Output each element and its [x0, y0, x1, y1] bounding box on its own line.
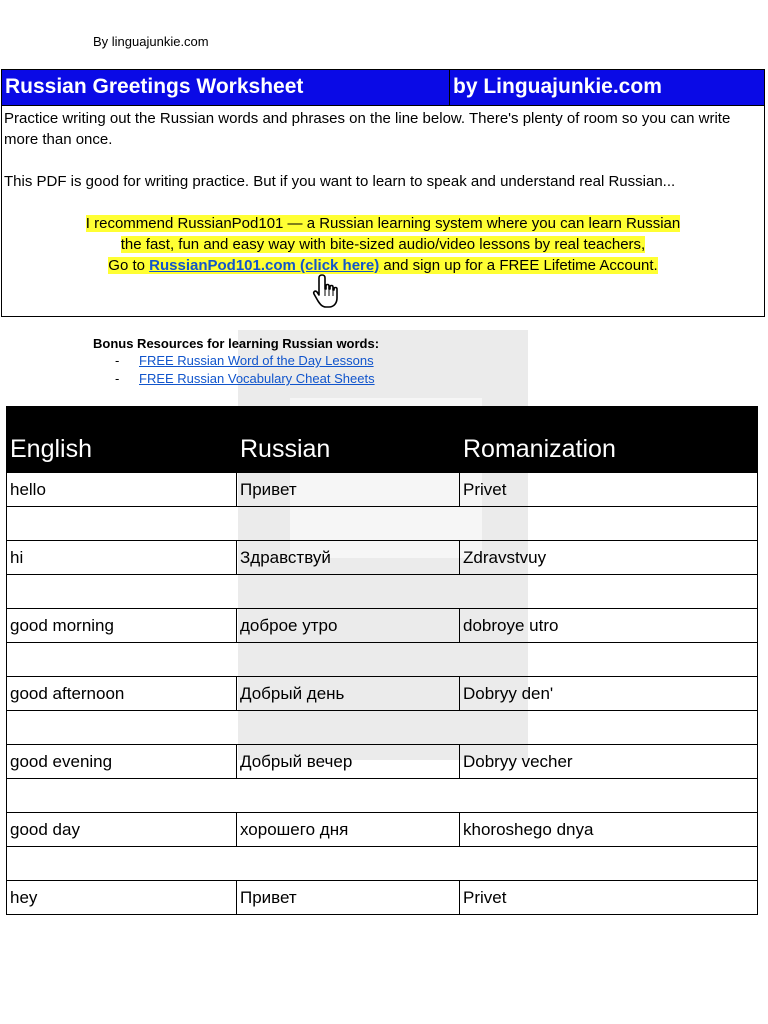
- hand-pointer-icon: [310, 272, 348, 310]
- romanization-cell: Privet: [460, 881, 758, 915]
- russian-cell: Привет: [237, 881, 460, 915]
- russian-cell: Привет: [237, 473, 460, 507]
- russian-cell: хорошего дня: [237, 813, 460, 847]
- table-row: [7, 541, 758, 575]
- page-byline: By linguajunkie.com: [93, 34, 209, 49]
- banner-body: [2, 106, 764, 276]
- bonus-link-list: [93, 352, 379, 388]
- english-cell: good morning: [7, 609, 237, 643]
- banner-header: [2, 70, 764, 106]
- list-item: - FREE Russian Word of the Day Lessons: [115, 353, 374, 368]
- table-header-row: [7, 407, 758, 473]
- table-row: [7, 677, 758, 711]
- vocabulary-cheat-sheets-link[interactable]: FREE Russian Vocabulary Cheat Sheets: [139, 371, 375, 386]
- bonus-resources: [93, 336, 379, 388]
- pdf-note-paragraph: This PDF is good for writing practice. But if you want to learn to speak and understand real Russian...: [4, 173, 676, 190]
- romanization-cell: Zdravstvuy: [460, 541, 758, 575]
- romanization-cell: Privet: [460, 473, 758, 507]
- english-cell: hi: [7, 541, 237, 575]
- english-cell: hey: [7, 881, 237, 915]
- recommendation-line-1: I recommend RussianPod101 — a Russian learning system where you can learn Russian: [85, 215, 681, 232]
- bonus-title: Bonus Resources for learning Russian words:: [93, 336, 380, 351]
- romanization-cell: dobroye utro: [460, 609, 758, 643]
- writing-line[interactable]: [7, 643, 758, 677]
- column-header-english: English: [7, 407, 237, 473]
- writing-line[interactable]: [7, 779, 758, 813]
- writing-line[interactable]: [7, 575, 758, 609]
- english-cell: hello: [7, 473, 237, 507]
- romanization-cell: khoroshego dnya: [460, 813, 758, 847]
- worksheet-author: by Linguajunkie.com: [453, 75, 662, 98]
- intro-banner: [1, 69, 765, 317]
- word-of-the-day-link[interactable]: FREE Russian Word of the Day Lessons: [139, 353, 374, 368]
- writing-line[interactable]: [7, 847, 758, 881]
- writing-line[interactable]: [7, 507, 758, 541]
- romanization-cell: Dobryy vecher: [460, 745, 758, 779]
- worksheet-title: Russian Greetings Worksheet: [2, 70, 450, 105]
- table-row: [7, 473, 758, 507]
- romanization-cell: Dobryy den': [460, 677, 758, 711]
- recommendation-line-3: Go to RussianPod101.com (click here) and sign up for a FREE Lifetime Account.: [108, 257, 658, 274]
- russian-cell: Добрый вечер: [237, 745, 460, 779]
- intro-paragraph: Practice writing out the Russian words and phrases on the line below. There's plenty of room so you can write more than once.: [4, 110, 731, 148]
- russianpod101-link[interactable]: RussianPod101.com (click here): [149, 257, 380, 274]
- english-cell: good day: [7, 813, 237, 847]
- column-header-russian: Russian: [237, 407, 460, 473]
- english-cell: good afternoon: [7, 677, 237, 711]
- writing-line[interactable]: [7, 711, 758, 745]
- russian-cell: Здравствуй: [237, 541, 460, 575]
- vocabulary-table: [6, 406, 758, 915]
- list-item: - FREE Russian Vocabulary Cheat Sheets: [115, 371, 375, 386]
- russian-cell: доброе утро: [237, 609, 460, 643]
- table-row: [7, 745, 758, 779]
- table-row: [7, 881, 758, 915]
- english-cell: good evening: [7, 745, 237, 779]
- table-row: [7, 609, 758, 643]
- table-row: [7, 813, 758, 847]
- russian-cell: Добрый день: [237, 677, 460, 711]
- column-header-romanization: Romanization: [460, 407, 758, 473]
- recommendation-line-2: the fast, fun and easy way with bite-sized audio/video lessons by real teachers,: [120, 236, 646, 253]
